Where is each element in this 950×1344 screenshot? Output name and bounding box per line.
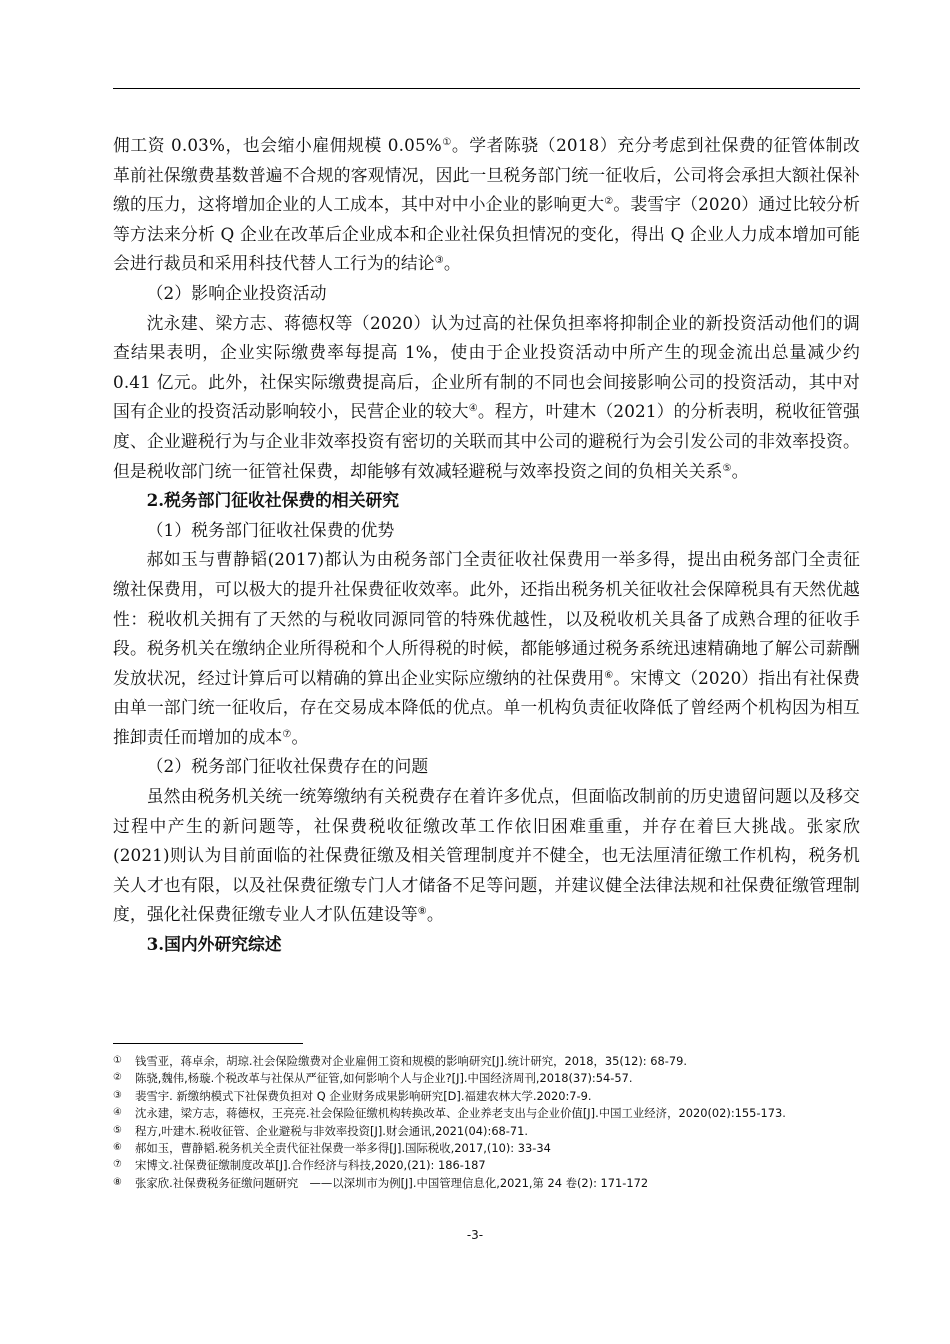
footnote-ref[interactable]: ⑦ — [282, 728, 292, 740]
footnote-mark: ③ — [113, 1089, 122, 1101]
footnote-mark: ⑦ — [113, 1159, 122, 1171]
footnote-ref[interactable]: ⑧ — [417, 906, 427, 918]
footnote-mark: ② — [113, 1072, 122, 1084]
footnote-ref[interactable]: ① — [441, 137, 452, 148]
footnotes — [113, 1053, 860, 1192]
paragraph-text: 。 — [426, 904, 444, 925]
paragraph-text: 。 — [443, 253, 461, 274]
footnote — [113, 1175, 860, 1192]
paragraph-text: 佣工资 0.03%，也会缩小雇佣规模 0.05% — [113, 135, 442, 155]
footnote-ref[interactable]: ④ — [468, 403, 478, 415]
header-rule — [113, 88, 860, 89]
footnote — [113, 1070, 860, 1087]
footnote-mark: ⑥ — [113, 1142, 122, 1154]
footnote-text: 钱雪亚，蒋卓余，胡琼.社会保险缴费对企业雇佣工资和规模的影响研究[J].统计研究，2018，35(12): 68-79. — [135, 1054, 687, 1068]
subsection-title: （2）影响企业投资活动 — [146, 282, 327, 303]
footnote — [113, 1157, 860, 1174]
footnote-text: 沈永建，梁方志，蒋德权，王亮亮.社会保险征缴机构转换改革、企业养老支出与企业价值[J].中国工业经济，2020(02):155-173. — [135, 1106, 786, 1121]
subsection-title: （2）税务部门征收社保费存在的问题 — [146, 756, 429, 777]
paragraph-text: 。裴雪宇（2020）通过比较分析等方法来分析 Q 企业在改革后企业成本和企业社保负担情况的变化，得出 Q 企业人力成本增加可能会进行裁员和采用科技代替人工行为的结论 — [113, 194, 860, 274]
body-text — [113, 131, 860, 960]
footnote-mark: ④ — [113, 1107, 122, 1119]
footnote-text: 宋博文.社保费征缴制度改革[J].合作经济与科技,2020,(21): 186-187 — [135, 1158, 486, 1173]
footnote-ref[interactable]: ⑥ — [604, 669, 614, 681]
subsection-title: （1）税务部门征收社保费的优势 — [146, 519, 395, 540]
paragraph-text: 。学者陈骁（2018）充分考虑到社保费的征管体制改革前社保缴费基数普遍不合规的客观情况，因此一旦税务部门统一征收后，公司将会承担大额社保补缴的压力，这将增加企业的人工成本，其中对中小企业的影响更大 — [113, 135, 860, 215]
footnote-text: 程方,叶建木.税收征管、企业避税与非效率投资[J].财会通讯,2021(04):68-71. — [135, 1123, 529, 1138]
footnote-text: 郝如玉，曹静韬.税务机关全责代征社保费一举多得[J].国际税收,2017,(10): 33-34 — [135, 1141, 551, 1156]
section-heading: 3.国内外研究综述 — [146, 934, 282, 955]
footnote-text: 张家欣.社保费税务征缴问题研究 ——以深圳市为例[J].中国管理信息化,2021,第 24 卷(2): 171-172 — [135, 1175, 649, 1190]
section-heading: 2.税务部门征收社保费的相关研究 — [146, 490, 400, 511]
footnote — [113, 1123, 860, 1140]
paragraph-1 — [113, 131, 860, 279]
paragraph-2 — [113, 309, 860, 487]
paragraph-3 — [113, 545, 860, 752]
paragraph-text: 虽然由税务机关统一统筹缴纳有关税费存在着许多优点，但面临改制前的历史遗留问题以及移交过程中产生的新问题等，社保费税收征缴改革工作依旧困难重重，并存在着巨大挑战。张家欣(2021)则认为目前面临的社保费征缴及相关管理制度并不健全，也无法厘清征缴工作机构，税务机关人才也有限，以及社保费征缴专门人才储备不足等问题，并建议健全法律法规和社保费征缴管理制度，强化社保费征缴专业人才队伍建设等 — [113, 786, 860, 925]
paragraph-text: 。宋博文（2020）指出有社保费由单一部门统一征收后，存在交易成本降低的优点。单一机构负责征收降低了曾经两个机构因为相互推卸责任而增加的成本 — [113, 667, 860, 747]
footnote-ref[interactable]: ③ — [434, 255, 444, 267]
footnote — [113, 1053, 860, 1070]
footnote-separator — [113, 1043, 303, 1044]
paragraph-text: 。程方，叶建木（2021）的分析表明，税收征管强度、企业避税行为与企业非效率投资有密切的关联而其中公司的避税行为会引发公司的非效率投资。但是税收部门统一征管社保费，却能够有效减轻避税与效率投资之间的负相关关系 — [113, 401, 860, 481]
page-number: -3- — [466, 1228, 484, 1242]
footnote-mark: ⑤ — [113, 1124, 122, 1136]
footnote-mark: ① — [113, 1055, 122, 1066]
footnote-ref[interactable]: ⑤ — [722, 462, 732, 474]
footnote-text: 裴雪宇. 新缴纳模式下社保费负担对 Q 企业财务成果影响研究[D].福建农林大学.2020:7-9. — [135, 1088, 592, 1103]
paragraph-text: 。 — [291, 726, 309, 747]
paragraph-text: 。 — [731, 460, 749, 481]
footnote — [113, 1088, 860, 1105]
paragraph-text: 郝如玉与曹静韬(2017)都认为由税务部门全责征收社保费用一举多得，提出由税务部门全责征缴社保费用，可以极大的提升社保费征收效率。此外，还指出税务机关征收社会保障税具有天然优越性：税收机关拥有了天然的与税收同源同管的特殊优越性，以及税收机关具备了成熟合理的征收手段。税务机关在缴纳企业所得税和个人所得税的时候，都能够通过税务系统迅速精确地了解公司薪酬发放状况，经过计算后可以精确的算出企业实际应缴纳的社保费用 — [113, 549, 860, 688]
footnote-ref[interactable]: ② — [604, 196, 614, 208]
footnote — [113, 1105, 860, 1122]
paragraph-4 — [113, 782, 860, 930]
footnote-text: 陈骁,魏伟,杨璇.个税改革与社保从严征管,如何影响个人与企业?[J].中国经济周刊,2018(37):54-57. — [135, 1071, 633, 1086]
footnote — [113, 1140, 860, 1157]
footnote-mark: ⑧ — [113, 1176, 122, 1188]
paragraph-text: 沈永建、梁方志、蒋德权等（2020）认为过高的社保负担率将抑制企业的新投资活动他们的调查结果表明，企业实际缴费率每提高 1%，使由于企业投资活动中所产生的现金流出总量减少约 0.41 亿元。此外，社保实际缴费提高后，企业所有制的不同也会间接影响公司的投资活动，其中对国有企业的投资活动影响较小，民营企业的较大 — [113, 312, 860, 422]
